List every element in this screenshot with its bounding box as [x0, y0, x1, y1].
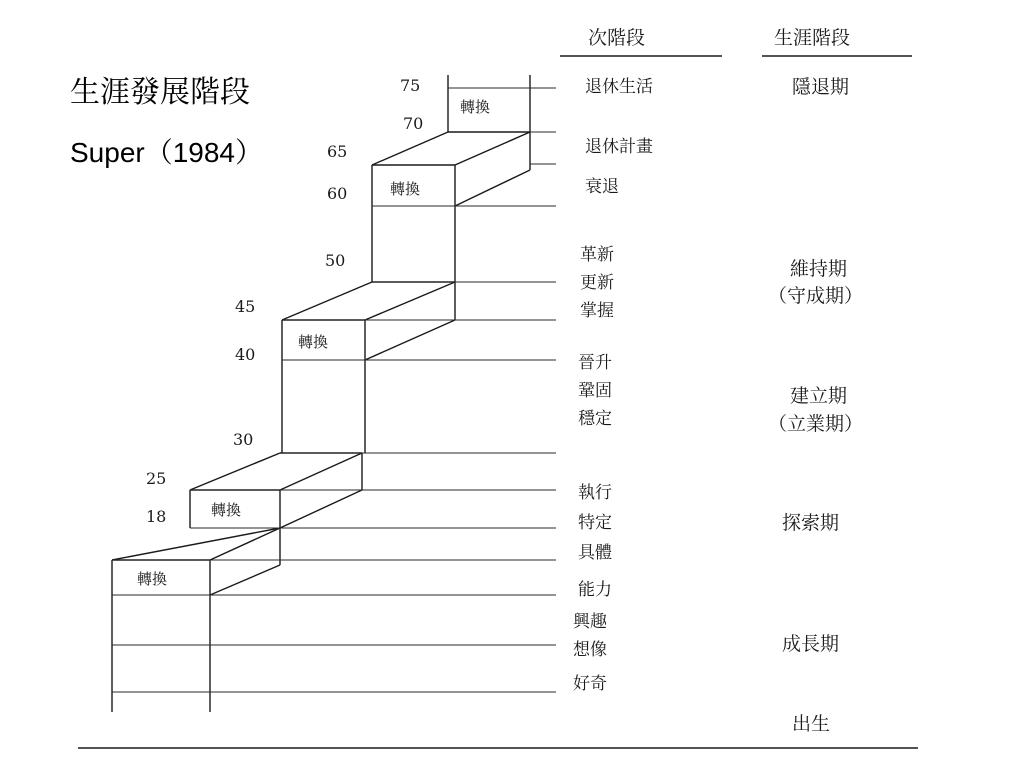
transition-label-3: 轉換	[298, 333, 329, 351]
substage-header: 次階段	[588, 27, 646, 49]
transition-label-2: 轉換	[390, 180, 421, 198]
stage-header: 生涯階段	[774, 27, 851, 49]
step1-top-mid-diag	[210, 528, 280, 560]
stage-label-establishment: 建立期	[790, 385, 848, 407]
substage-label: 想像	[573, 640, 607, 660]
stage-label-maintenance-alt: （守成期）	[768, 285, 864, 307]
step4-riser-diag	[455, 170, 530, 206]
substage-label: 退休生活	[585, 77, 653, 97]
stage-label-exploration: 探索期	[782, 512, 840, 534]
stage-label-maintenance: 維持期	[790, 258, 848, 280]
age-label: 18	[146, 507, 167, 526]
step3-top-mid-diag	[365, 282, 455, 320]
substage-label: 更新	[580, 273, 614, 293]
stage-label-decline: 隱退期	[792, 76, 850, 98]
substage-label: 穩定	[578, 409, 612, 429]
age-label: 45	[235, 297, 256, 316]
age-label: 40	[235, 345, 256, 364]
step3-riser-diag	[365, 320, 455, 360]
substage-label: 晉升	[578, 353, 612, 373]
substage-label: 好奇	[573, 674, 607, 694]
substage-label: 掌握	[580, 301, 614, 321]
diagram-author: Super（1984）	[70, 137, 264, 168]
step1-riser-diag	[210, 565, 280, 595]
substage-label: 興趣	[573, 612, 607, 632]
step4-top-mid-diag	[455, 132, 530, 165]
substage-label: 具體	[578, 543, 612, 563]
substage-label: 退休計畫	[585, 137, 653, 157]
transition-label-1: 轉換	[460, 98, 491, 116]
substage-label: 執行	[578, 483, 612, 503]
age-label: 70	[403, 114, 424, 133]
substage-label: 能力	[578, 580, 612, 600]
age-label: 50	[325, 251, 346, 270]
transition-label-5: 轉換	[137, 570, 168, 588]
step2-riser-diag	[280, 490, 362, 528]
step4-top-left-diag	[372, 132, 448, 165]
stage-label-establishment-alt: （立業期）	[768, 413, 864, 435]
diagram-title: 生涯發展階段	[70, 75, 250, 110]
step1-top-left-diag	[112, 528, 280, 560]
age-label: 30	[233, 430, 254, 449]
substage-label: 特定	[578, 513, 612, 533]
substage-label: 鞏固	[578, 381, 612, 401]
stage-label-birth: 出生	[792, 713, 831, 735]
step2-top-left-diag	[190, 453, 280, 490]
staircase	[112, 75, 530, 712]
age-label: 65	[327, 142, 348, 161]
transition-label-4: 轉換	[211, 501, 242, 519]
step2-top-mid-diag	[280, 453, 362, 490]
substage-label: 革新	[580, 245, 614, 265]
stage-label-growth: 成長期	[782, 633, 840, 655]
substage-label: 衰退	[585, 177, 619, 197]
age-label: 60	[327, 184, 348, 203]
age-label: 25	[146, 469, 167, 488]
age-label: 75	[400, 76, 421, 95]
step3-top-left-diag	[282, 282, 372, 320]
